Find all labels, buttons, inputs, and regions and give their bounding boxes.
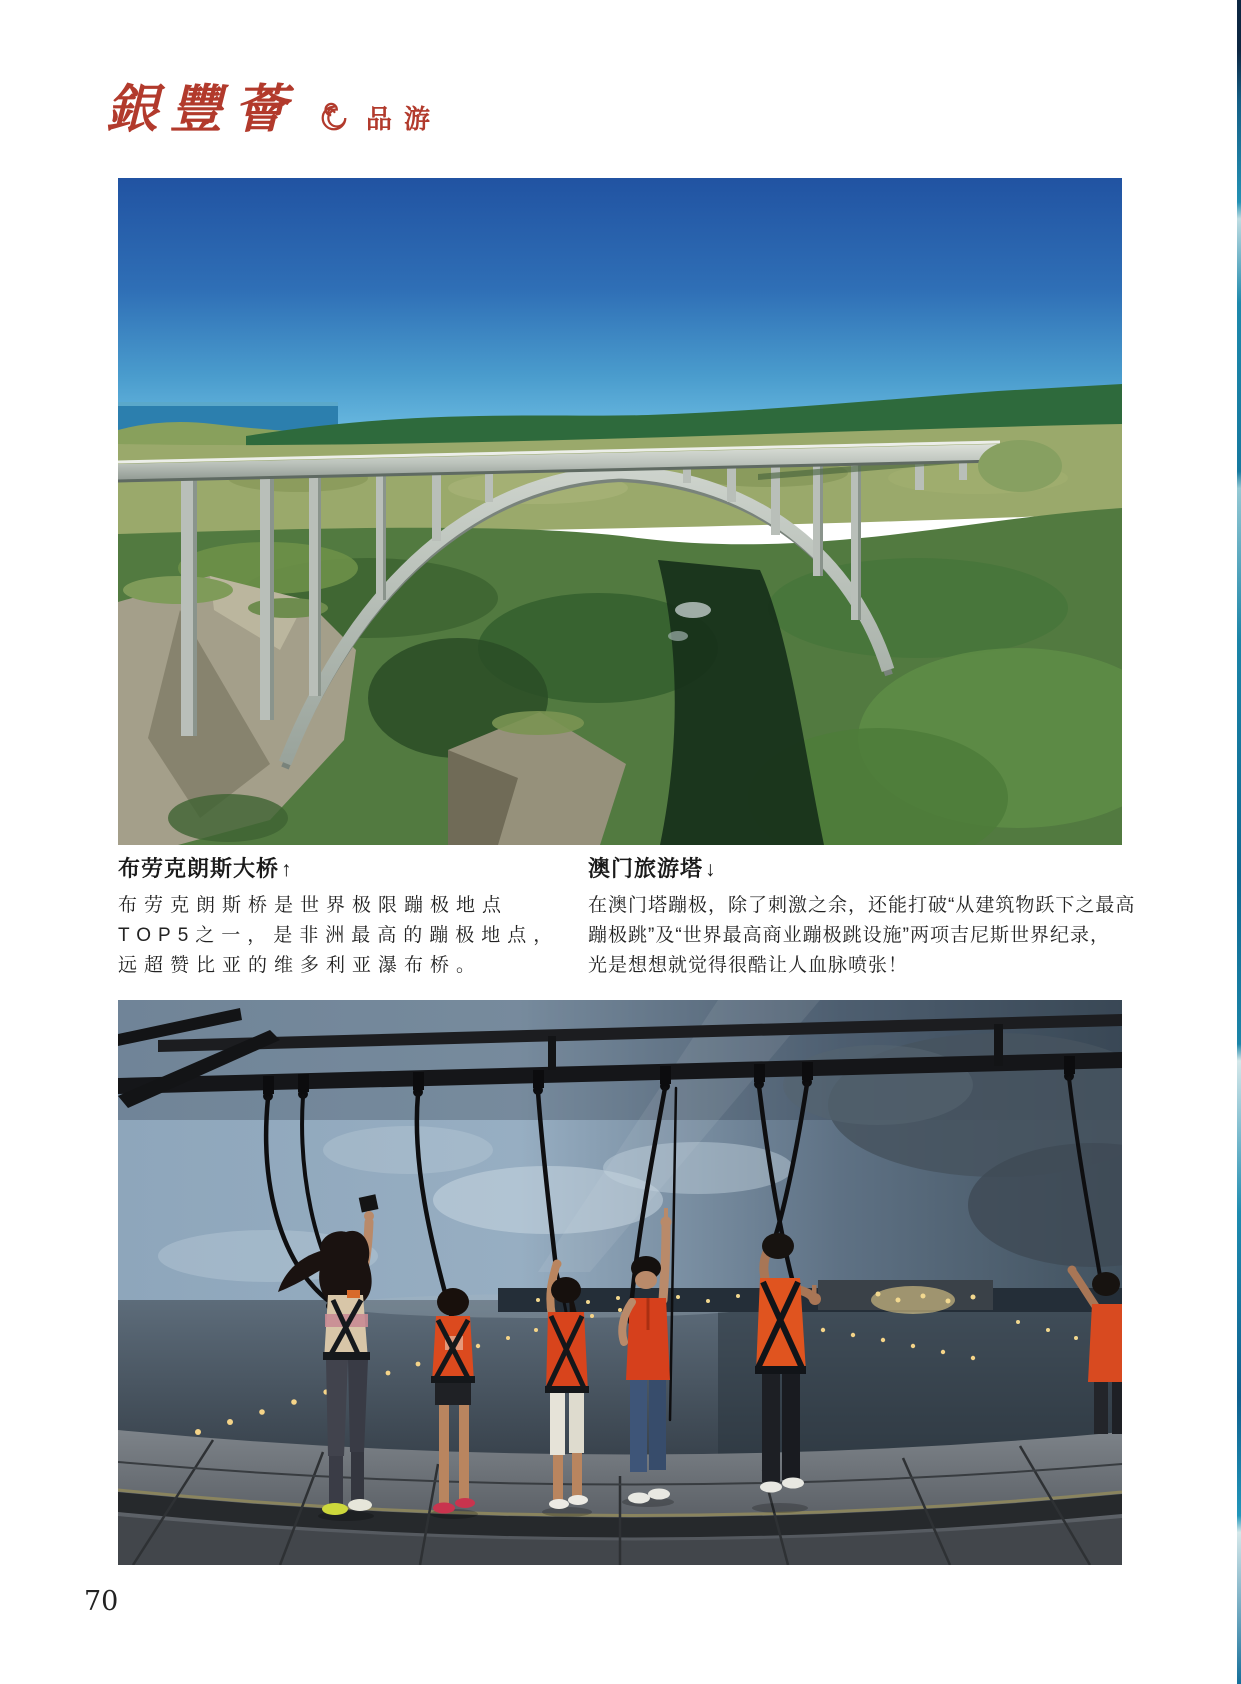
caption-title-bloukrans [118, 854, 538, 885]
section-label: 品游 [366, 104, 443, 134]
masthead [106, 79, 443, 140]
caption-body-line: 在澳门塔蹦极，除了刺激之余，还能打破“从建筑物跃下之最高 [588, 895, 1136, 916]
caption-title-text: 布劳克朗斯大桥 [118, 856, 280, 881]
bloukrans-bridge-photo [118, 178, 1122, 845]
caption-body-line: 蹦极跳”及“世界最高商业蹦极跳设施”两项吉尼斯世界纪录， [588, 925, 1110, 946]
caption-title-text: 澳门旅游塔 [588, 856, 704, 881]
macau-tower-photo [118, 1000, 1122, 1565]
caption-body-line: 布劳克朗斯桥是世界极限蹦极地点 [118, 895, 509, 916]
caption-title-macau [588, 854, 1122, 885]
swirl-icon [318, 102, 350, 134]
caption-macau-tower [588, 854, 1136, 981]
sky [118, 178, 1122, 426]
down-arrow-icon: ↓ [705, 858, 717, 881]
caption-body-line: 远超赞比亚的维多利亚瀑布桥。 [118, 955, 483, 976]
brand-logo-text: 銀豐薈 [106, 79, 299, 140]
page-number: 70 [84, 1586, 119, 1617]
caption-body-line: 光是想想就觉得很酷让人血脉喷张！ [588, 955, 909, 976]
page-edge-strip [1237, 0, 1241, 1684]
caption-bloukrans [118, 854, 560, 981]
caption-body-line: TOP5之一，是非洲最高的蹦极地点， [118, 925, 560, 946]
caption-row [118, 854, 1136, 981]
sea-and-city [118, 1280, 1122, 1455]
up-arrow-icon: ↑ [281, 858, 293, 881]
